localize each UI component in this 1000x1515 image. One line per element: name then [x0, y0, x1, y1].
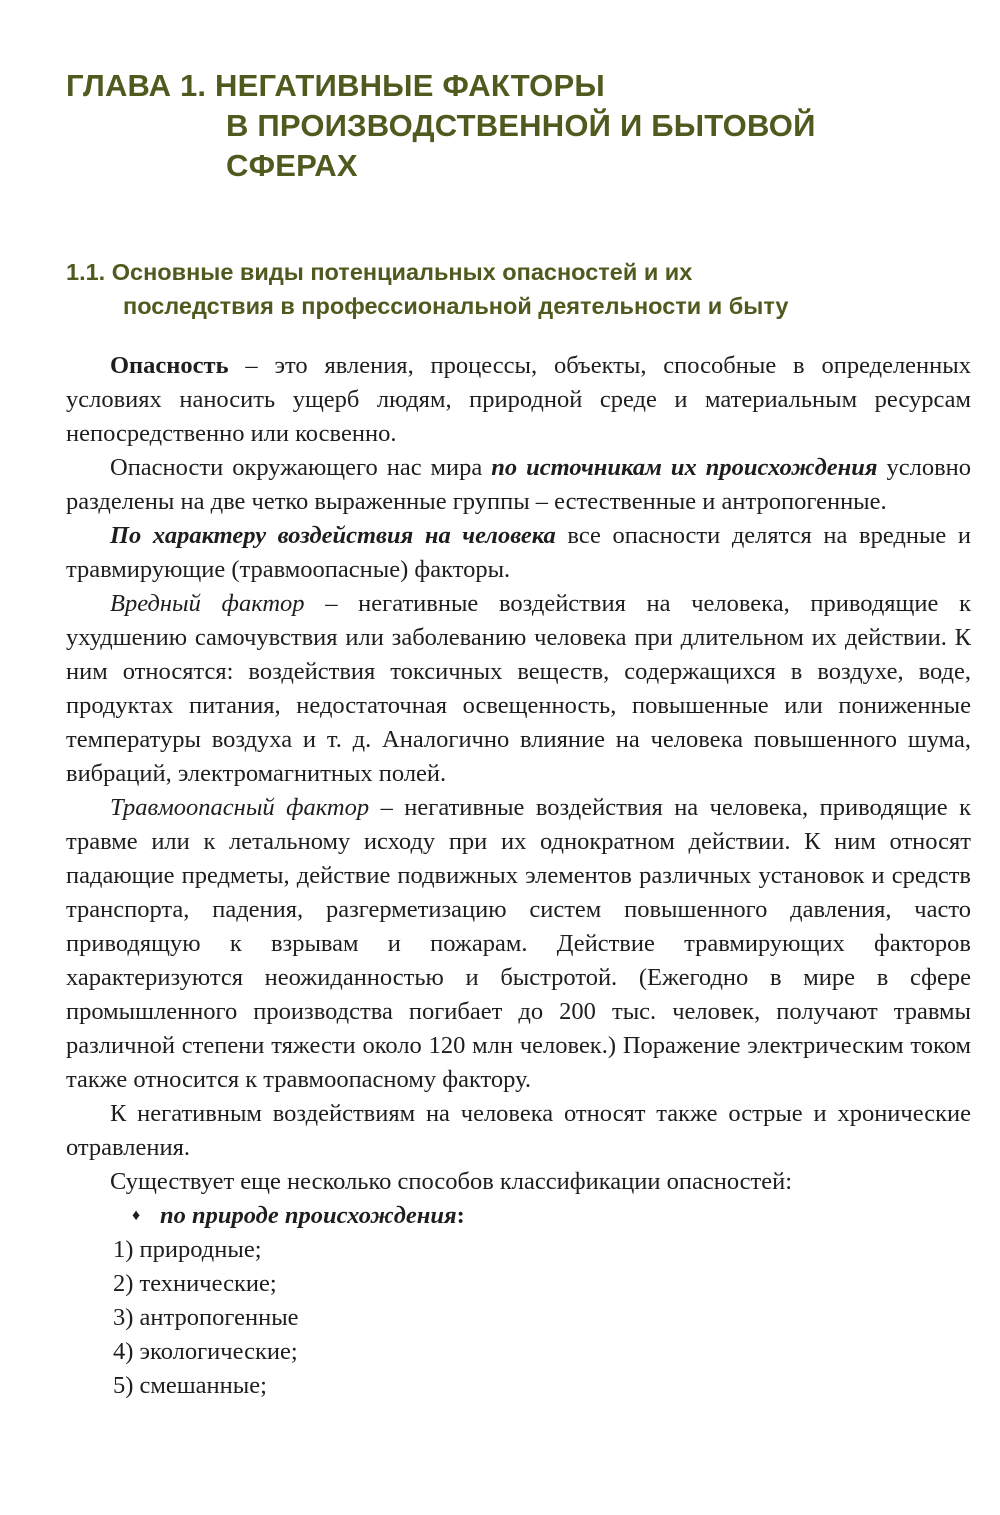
bullet-origin: [66, 1199, 971, 1233]
paragraph-text: все опасности делятся на вредные и травмирующие (травмоопасные) факторы.: [66, 522, 971, 583]
origin-list: [66, 1233, 971, 1403]
list-item: 3) антропогенные: [113, 1304, 299, 1331]
emphasis-impact: По характеру воздействия на человека: [110, 522, 556, 549]
body-text: [66, 349, 971, 1403]
paragraph-text: – это явления, процессы, объекты, способные в определенных условиях наносить ущерб людям, природной среде и материальным ресурсам непосредственно или косвенно.: [66, 352, 971, 447]
list-item: 4) экологические;: [113, 1338, 298, 1365]
bullet-colon: :: [456, 1202, 465, 1229]
emphasis-sources: по источникам их происхождения: [491, 454, 878, 481]
list-item: 1) природные;: [113, 1236, 262, 1263]
bullet-label: по природе происхождения: [160, 1202, 457, 1229]
paragraph-text: – негативные воздействия на человека, приводящие к травме или к летальному исходу при их однократном действии. К ним относят падающие предметы, действие подвижных элементов различных установок и средств транспорта, падения, разгерметизацию систем повышенного давления, часто приводящую к взрывам и пожарам. Действие травмирующих факторов характеризуются неожиданностью и быстротой. (Ежегодно в мире в сфере промышленного производства погибает до 200 тыс. человек, получают травмы различной степени тяжести около 120 млн человек.) Поражение электрическим током также относится к травмоопасному фактору.: [66, 794, 971, 1093]
chapter-title: [66, 66, 966, 186]
term-traumatic-factor: Травмоопасный фактор: [110, 794, 370, 821]
paragraph-impact: [66, 519, 971, 587]
paragraph-text: Опасности окружающего нас мира: [110, 454, 492, 481]
paragraph-text: условно разделены на две четко выраженные группы – естественные и антропогенные.: [66, 454, 972, 515]
chapter-title-line-1: ГЛАВА 1. НЕГАТИВНЫЕ ФАКТОРЫ: [66, 68, 605, 103]
diamond-bullet-icon: ♦: [132, 1207, 141, 1224]
list-item: 2) технические;: [113, 1270, 277, 1297]
term-hazard: Опасность: [110, 352, 229, 379]
paragraph-poisoning: К негативным воздействиям на человека относят также острые и хронические отравления.: [66, 1100, 971, 1161]
list-item: 5) смешанные;: [113, 1372, 267, 1399]
paragraph-classification: Существует еще несколько способов классификации опасностей:: [110, 1168, 793, 1195]
section-title-line-1: 1.1. Основные виды потенциальных опасностей и их: [66, 259, 693, 285]
chapter-title-line-3: СФЕРАХ: [226, 148, 358, 183]
section-title-line-2: последствия в профессиональной деятельности и быту: [123, 293, 789, 319]
chapter-title-line-2: В ПРОИЗВОДСТВЕННОЙ И БЫТОВОЙ: [226, 108, 816, 143]
paragraph-text: – негативные воздействия на человека, приводящие к ухудшению самочувствия или заболеванию человека при длительном их действии. К ним относятся: воздействия токсичных веществ, содержащихся в воздухе, воде, продуктах питания, недостаточная освещенность, повышенные или пониженные температуры воздуха и т. д. Аналогично влияние на человека повышенного шума, вибраций, электромагнитных полей.: [66, 590, 971, 787]
term-harmful-factor: Вредный фактор: [110, 590, 305, 617]
paragraph-sources: [66, 451, 971, 519]
section-title: [66, 255, 966, 323]
paragraph-harmful-factor: [66, 587, 971, 791]
paragraph-definition: [66, 349, 971, 451]
paragraph-traumatic-factor: [66, 791, 971, 1097]
